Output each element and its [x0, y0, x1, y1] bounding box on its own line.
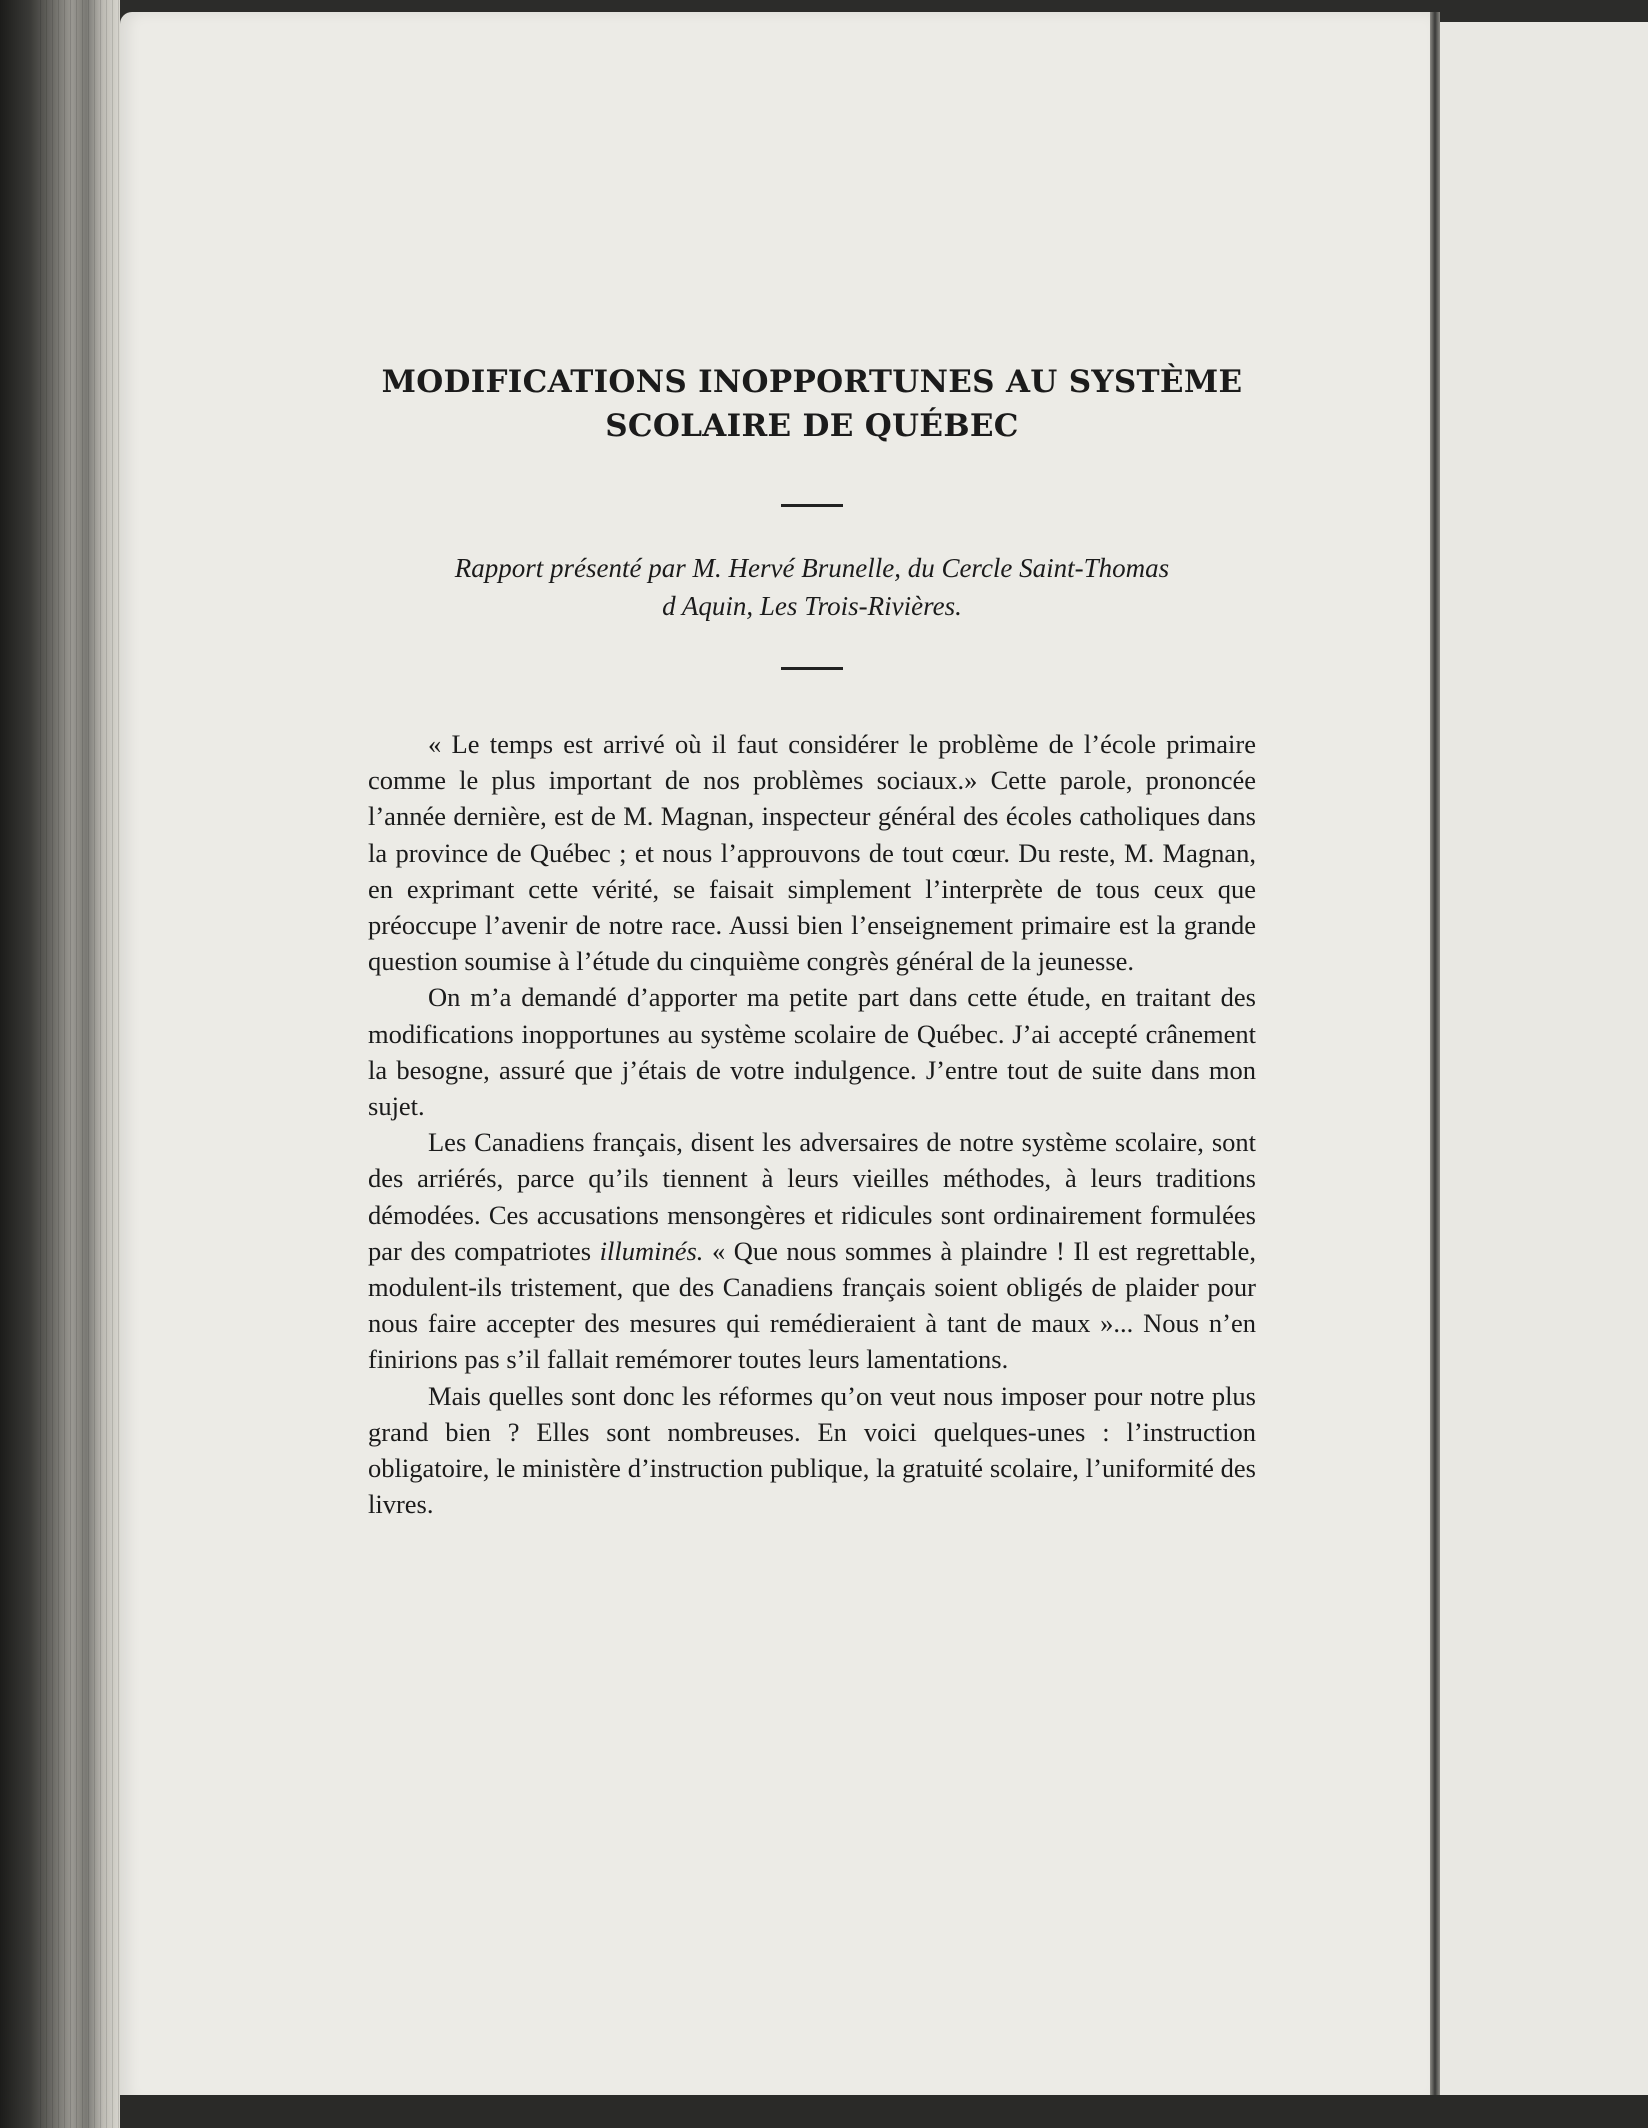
byline	[368, 549, 1256, 625]
separator-rule	[781, 667, 843, 670]
separator-rule	[781, 504, 843, 507]
byline-line-1: Rapport présenté par M. Hervé Brunelle, du Cercle Saint-Thomas	[454, 553, 1170, 583]
paragraph: « Le temps est arrivé où il faut considérer le problème de l’école primaire comme le plus important de nos problèmes sociaux.» Cette parole, prononcée l’année dernière, est de M. Magnan, inspecteur général des écoles catholiques dans la province de Québec ; et nous l’approuvons de tout cœur. Du reste, M. Magnan, en exprimant cette vérité, se faisait simplement l’interprète de tous ceux que préoccupe l’avenir de notre race. Aussi bien l’enseignement primaire est la grande question soumise à l’étude du cinquième congrès général de la jeunesse.	[368, 729, 1256, 977]
emphasis: illuminés.	[599, 1235, 704, 1266]
paragraph: Mais quelles sont donc les réformes qu’on veut nous imposer pour notre plus grand bien ? Elles sont nombreuses. En voici quelques-unes : l’instruction obligatoire, le ministère d’instruction publique, la gratuité scolaire, l’uniformité des livres.	[368, 1380, 1256, 1520]
paragraph	[368, 1124, 1256, 1377]
bottom-shadow	[120, 2095, 1648, 2128]
paragraph: On m’a demandé d’apporter ma petite part dans cette étude, en traitant des modifications inopportunes au système scolaire de Québec. J’ai accepté crânement la besogne, assuré que j’étais de votre indulgence. J’entre tout de suite dans mon sujet.	[368, 982, 1256, 1122]
facing-page	[1440, 22, 1648, 2102]
byline-line-2: d Aquin, Les Trois-Rivières.	[662, 591, 962, 621]
book-gutter	[1430, 12, 1440, 2102]
paragraph-text: Les Canadiens français, disent les adversaires de notre système scolaire, sont des arriérés, parce qu’ils tiennent à leurs vieilles méthodes, à leurs traditions démodées. Ces accusations mensongères et ridicules sont ordinairement formulées par des compatriotes	[368, 1127, 1256, 1266]
page-edge-lines	[40, 0, 120, 2128]
article	[368, 360, 1256, 1522]
book-page-edges	[0, 0, 120, 2128]
paragraph-text: « Que nous sommes à plaindre ! Il est regrettable, modulent-ils tristement, que des Canadiens français soient obligés de plaider pour nous faire accepter des mesures qui remédieraient à tant de maux »... Nous n’en finirions pas s’il fallait remémorer toutes leurs lamentations.	[368, 1235, 1256, 1375]
article-title	[368, 360, 1256, 448]
title-line-2: SCOLAIRE DE QUÉBEC	[605, 408, 1019, 444]
article-body	[368, 726, 1256, 1522]
title-line-1: MODIFICATIONS INOPPORTUNES AU SYSTÈME	[381, 364, 1243, 400]
